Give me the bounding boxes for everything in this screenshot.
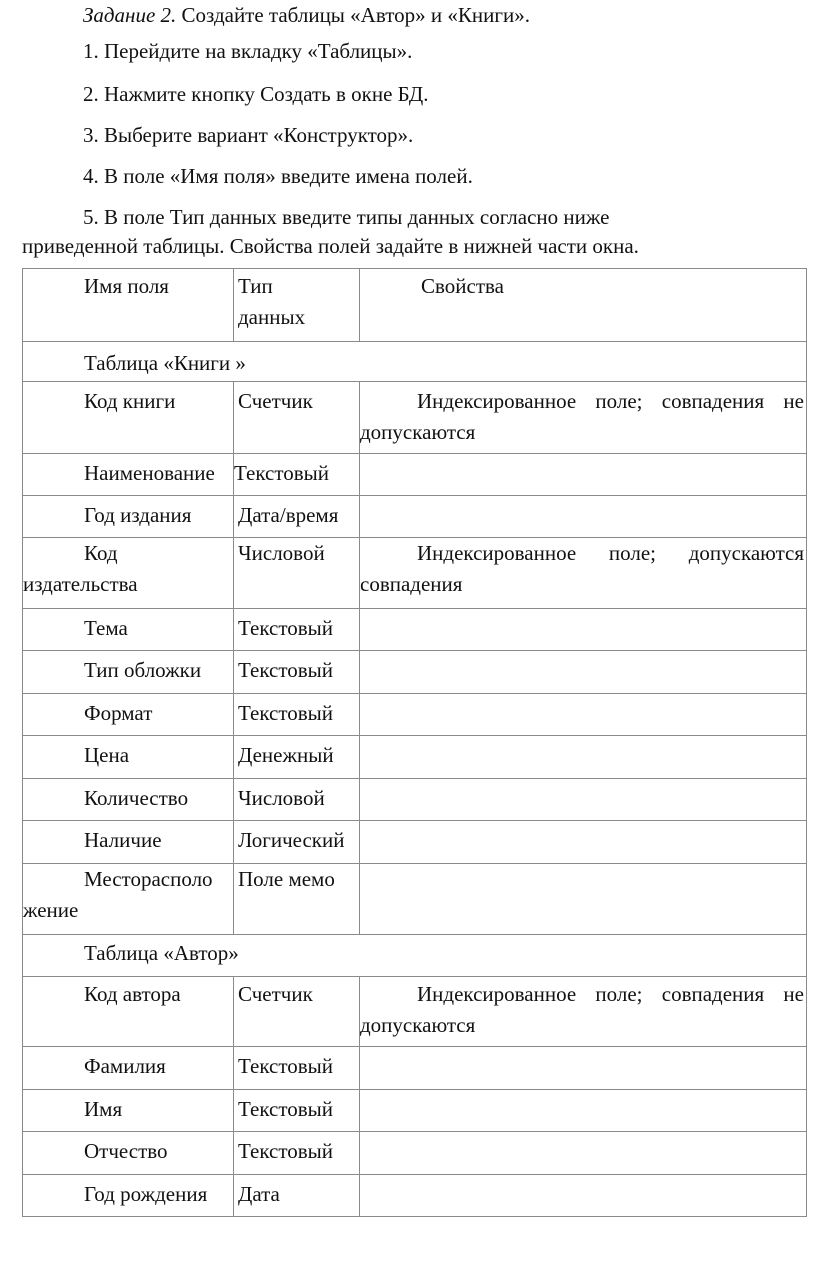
field-name: Месторасполо жение [23,864,234,935]
table-row [23,736,807,779]
field-type: Логический [234,821,360,864]
table-row [23,864,807,935]
field-name: Имя [23,1090,234,1132]
task-label: Задание 2. [83,3,177,27]
field-name: Год издания [23,496,234,538]
field-type: Счетчик [234,977,360,1047]
section-title-authors: Таблица «Автор» [23,935,807,977]
field-name: Количество [23,779,234,821]
field-type: Поле мемо [234,864,360,935]
field-type: Числовой [234,538,360,609]
field-props [360,779,807,821]
field-props [360,1090,807,1132]
field-props [360,651,807,694]
step-5-continuation: приведенной таблицы. Свойства полей задайте в нижней части окна. [22,234,639,258]
field-type: Числовой [234,779,360,821]
section-title-books: Таблица «Книги » [23,342,807,382]
field-props [360,864,807,935]
field-name: Наличие [23,821,234,864]
step-4: 4. В поле «Имя поля» введите имена полей. [83,164,473,188]
field-name: Код издательства [23,538,234,609]
field-type: Дата [234,1175,360,1217]
field-name: Код книги [23,382,234,454]
section-row-authors [23,935,807,977]
field-props [360,1175,807,1217]
field-type: Дата/время [234,496,360,538]
header-properties: Свойства [360,269,807,342]
field-type: Текстовый [234,651,360,694]
table-header-row [23,269,807,342]
table-row [23,1132,807,1175]
fields-table [22,268,807,1217]
table-row [23,1090,807,1132]
field-name: Отчество [23,1132,234,1175]
field-type: Текстовый [234,1047,360,1090]
field-type: Денежный [234,736,360,779]
field-name: Тип обложки [23,651,234,694]
field-type: Текстовый [234,694,360,736]
field-type: Текстовый [234,454,360,496]
field-props [360,454,807,496]
header-field-name: Имя поля [23,269,234,342]
table-row [23,821,807,864]
table-row [23,779,807,821]
table-row [23,977,807,1047]
table-row [23,382,807,454]
task-heading [22,0,806,31]
header-data-type: Тип данных [234,269,360,342]
field-props [360,1047,807,1090]
step-1: 1. Перейдите на вкладку «Таблицы». [83,39,413,63]
field-props: Индексированное поле; допускаются совпадения [360,538,807,609]
field-type: Текстовый [234,609,360,651]
field-props [360,1132,807,1175]
step-3: 3. Выберите вариант «Конструктор». [83,123,414,147]
table-row [23,496,807,538]
step-2: 2. Нажмите кнопку Создать в окне БД. [83,82,429,106]
table-row [23,1047,807,1090]
step-5: 5. В поле Тип данных введите типы данных согласно ниже [83,205,610,229]
field-name: Код автора [23,977,234,1047]
table-row [23,1175,807,1217]
field-name: Фамилия [23,1047,234,1090]
field-props [360,496,807,538]
table-row [23,609,807,651]
field-type: Счетчик [234,382,360,454]
field-name: Год рождения [23,1175,234,1217]
table-row [23,454,807,496]
field-props [360,821,807,864]
field-type: Текстовый [234,1132,360,1175]
field-type: Текстовый [234,1090,360,1132]
field-name: Наименование [23,454,234,496]
field-props: Индексированное поле; совпадения не допускаются [360,382,807,454]
section-row-books [23,342,807,382]
field-name: Тема [23,609,234,651]
task-text: Создайте таблицы «Автор» и «Книги». [176,3,530,27]
table-row [23,694,807,736]
field-props [360,609,807,651]
field-props [360,694,807,736]
table-row [23,538,807,609]
table-row [23,651,807,694]
field-props: Индексированное поле; совпадения не допускаются [360,977,807,1047]
field-props [360,736,807,779]
field-name: Формат [23,694,234,736]
field-name: Цена [23,736,234,779]
